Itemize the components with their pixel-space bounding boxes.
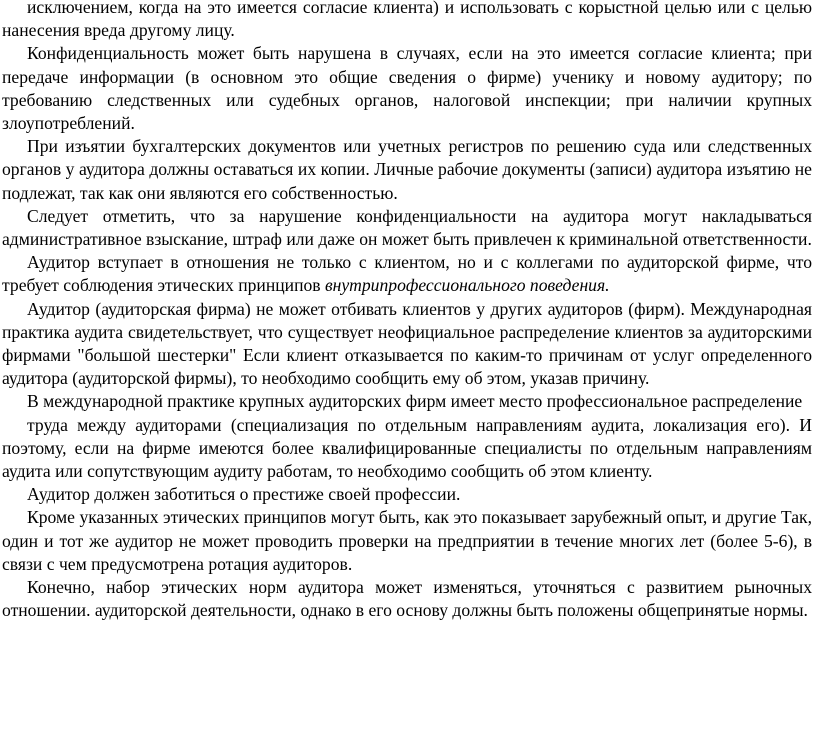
paragraph-rotation: Кроме указанных этических принципов могут быть, как это показывает зарубежный опыт, и другие Так, один и тот же аудитор не может проводить проверки на предприятии в течение многих лет (более 5-6), в связи с чем предусмотрена ротация аудиторов. [2,507,812,574]
paragraph-document-seizure: При изъятии бухгалтерских документов или учетных регистров по решению суда или следственных органов у аудитора должны оставаться их копии. Личные рабочие документы (записи) аудитора изъятию не подлежат, так как они являются его собственностью. [2,136,812,203]
paragraph-confidentiality-continued: исключением, когда на это имеется согласие клиента) и использовать с корыстной целью или с целью нанесения вреда другому лицу. [2,0,812,41]
professional-relations-text: Аудитор вступает в отношения не только с клиентом, но и с коллегами по аудиторской фирме, что требует соблюдения этических принципов [2,252,812,296]
paragraph-confidentiality-breach-cases: Конфиденциальность может быть нарушена в случаях, если на это имеется согласие клиента; при передаче информации (в основном это общие сведения о фирме) ученику и новому аудитору; по требованию следственных или судебных органов, налоговой инспекции; при наличии крупных злоупотреблений. [2,43,812,134]
paragraph-professional-relations [2,251,812,297]
paragraph-liability: Следует отметить, что за нарушение конфиденциальности на аудитора могут накладываться административное взыскание, штраф или даже он может быть привлечен к криминальной ответственности. [2,205,812,250]
paragraph-ethics-evolution: Конечно, набор этических норм аудитора может изменяться, уточняться с развитием рыночных отношении. аудиторской деятельности, однако в его основу должны быть положены общепринятые нормы. [2,577,812,621]
professional-behavior-emphasis: внутрипрофессионального поведения. [325,275,610,296]
paragraph-client-poaching: Аудитор (аудиторская фирма) не может отбивать клиентов у других аудиторов (фирм). Международная практика аудита свидетельствует, что существует неофициальное распределение клиентов за аудиторскими фирмами "большой шестерки" Если клиент отказывается по каким-то причинам от услуг определенного аудитора (аудиторской фирмы), то необходимо сообщить ему об этом, указав причину. [2,298,812,389]
paragraph-international-practice: В международной практике крупных аудиторских фирм имеет место профессиональное распределение [27,391,803,412]
paragraph-labor-division: труда между аудиторами (специализация по отдельным направлениям аудита, локализация его). И поэтому, если на фирме имеются более квалифицированные специалисты по отдельным направлениям аудита или сопутствующим аудиту работам, то необходимо сообщить об этом клиенту. [2,414,812,482]
paragraph-prestige: Аудитор должен заботиться о престиже своей профессии. [27,484,461,505]
